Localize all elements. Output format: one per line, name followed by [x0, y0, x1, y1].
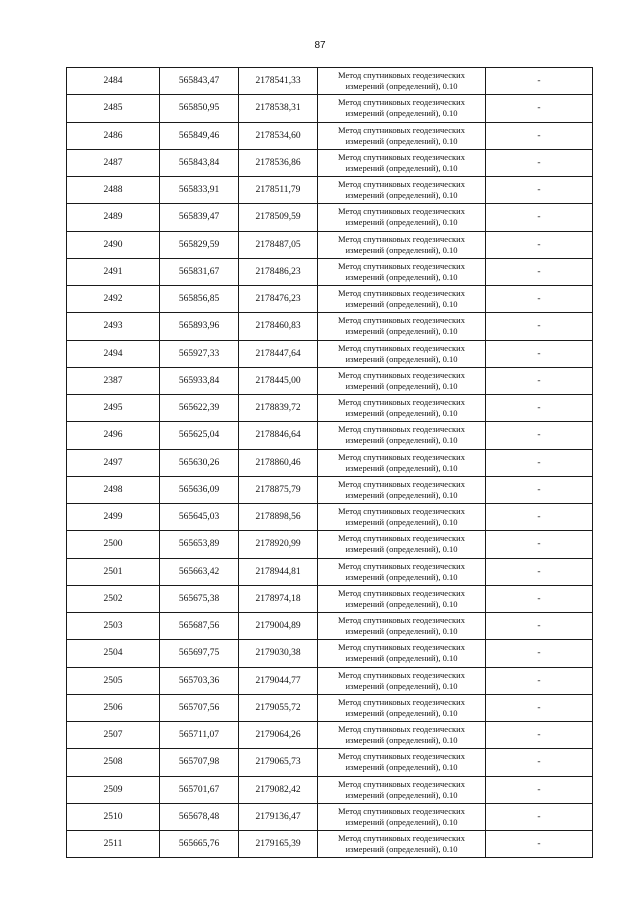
method-text-line: Метод спутниковых геодезических: [338, 833, 465, 844]
y-coordinate-cell: 2178486,23: [239, 258, 318, 285]
method-cell: [318, 231, 486, 258]
method-cell: [318, 722, 486, 749]
note-cell: -: [486, 204, 593, 231]
method-cell: [318, 531, 486, 558]
note-cell: -: [486, 585, 593, 612]
point-number-cell: 2497: [67, 449, 160, 476]
table-row: [67, 258, 593, 285]
method-text-line: измерений (определений), 0.10: [345, 353, 458, 364]
table-row: [67, 68, 593, 95]
table-row: [67, 831, 593, 858]
x-coordinate-cell: 565697,75: [160, 640, 239, 667]
y-coordinate-cell: 2179004,89: [239, 613, 318, 640]
x-coordinate-cell: 565625,04: [160, 422, 239, 449]
table-row: [67, 558, 593, 585]
table-row: [67, 776, 593, 803]
method-text-line: Метод спутниковых геодезических: [338, 288, 465, 299]
method-text-line: Метод спутниковых геодезических: [338, 424, 465, 435]
y-coordinate-cell: 2178534,60: [239, 122, 318, 149]
method-cell: [318, 258, 486, 285]
note-cell: -: [486, 177, 593, 204]
y-coordinate-cell: 2178538,31: [239, 95, 318, 122]
method-text-line: Метод спутниковых геодезических: [338, 397, 465, 408]
method-cell: [318, 122, 486, 149]
method-cell: [318, 803, 486, 830]
table-row: [67, 122, 593, 149]
method-text-line: измерений (определений), 0.10: [345, 544, 458, 555]
point-number-cell: 2495: [67, 395, 160, 422]
point-number-cell: 2507: [67, 722, 160, 749]
x-coordinate-cell: 565687,56: [160, 613, 239, 640]
point-number-cell: 2504: [67, 640, 160, 667]
x-coordinate-cell: 565839,47: [160, 204, 239, 231]
note-cell: -: [486, 694, 593, 721]
y-coordinate-cell: 2179165,39: [239, 831, 318, 858]
x-coordinate-cell: 565829,59: [160, 231, 239, 258]
point-number-cell: 2490: [67, 231, 160, 258]
table-row: [67, 95, 593, 122]
method-cell: [318, 340, 486, 367]
point-number-cell: 2491: [67, 258, 160, 285]
x-coordinate-cell: 565665,76: [160, 831, 239, 858]
method-cell: [318, 204, 486, 231]
point-number-cell: 2487: [67, 149, 160, 176]
x-coordinate-cell: 565831,67: [160, 258, 239, 285]
point-number-cell: 2506: [67, 694, 160, 721]
note-cell: -: [486, 776, 593, 803]
y-coordinate-cell: 2178476,23: [239, 286, 318, 313]
table-row: [67, 367, 593, 394]
method-cell: [318, 504, 486, 531]
method-text-line: Метод спутниковых геодезических: [338, 669, 465, 680]
x-coordinate-cell: 565843,84: [160, 149, 239, 176]
x-coordinate-cell: 565927,33: [160, 340, 239, 367]
method-text-line: Метод спутниковых геодезических: [338, 642, 465, 653]
method-text-line: Метод спутниковых геодезических: [338, 751, 465, 762]
point-number-cell: 2489: [67, 204, 160, 231]
x-coordinate-cell: 565933,84: [160, 367, 239, 394]
x-coordinate-cell: 565856,85: [160, 286, 239, 313]
note-cell: -: [486, 667, 593, 694]
note-cell: -: [486, 831, 593, 858]
note-cell: -: [486, 149, 593, 176]
x-coordinate-cell: 565636,09: [160, 476, 239, 503]
table-row: [67, 667, 593, 694]
note-cell: -: [486, 422, 593, 449]
y-coordinate-cell: 2179030,38: [239, 640, 318, 667]
method-text-line: измерений (определений), 0.10: [345, 844, 458, 855]
note-cell: -: [486, 395, 593, 422]
method-cell: [318, 558, 486, 585]
point-number-cell: 2488: [67, 177, 160, 204]
y-coordinate-cell: 2178974,18: [239, 585, 318, 612]
note-cell: -: [486, 476, 593, 503]
method-text-line: измерений (определений), 0.10: [345, 707, 458, 718]
x-coordinate-cell: 565645,03: [160, 504, 239, 531]
table-row: [67, 476, 593, 503]
method-text-line: измерений (определений), 0.10: [345, 190, 458, 201]
method-text-line: измерений (определений), 0.10: [345, 271, 458, 282]
y-coordinate-cell: 2178875,79: [239, 476, 318, 503]
method-text-line: измерений (определений), 0.10: [345, 217, 458, 228]
table-row: [67, 231, 593, 258]
method-text-line: Метод спутниковых геодезических: [338, 206, 465, 217]
note-cell: -: [486, 749, 593, 776]
x-coordinate-cell: 565703,36: [160, 667, 239, 694]
table-row: [67, 585, 593, 612]
point-number-cell: 2498: [67, 476, 160, 503]
method-text-line: Метод спутниковых геодезических: [338, 533, 465, 544]
method-cell: [318, 640, 486, 667]
point-number-cell: 2508: [67, 749, 160, 776]
y-coordinate-cell: 2178447,64: [239, 340, 318, 367]
table-row: [67, 204, 593, 231]
note-cell: -: [486, 122, 593, 149]
method-text-line: измерений (определений), 0.10: [345, 135, 458, 146]
method-text-line: Метод спутниковых геодезических: [338, 478, 465, 489]
x-coordinate-cell: 565701,67: [160, 776, 239, 803]
table-row: [67, 177, 593, 204]
y-coordinate-cell: 2179082,42: [239, 776, 318, 803]
y-coordinate-cell: 2179055,72: [239, 694, 318, 721]
y-coordinate-cell: 2179136,47: [239, 803, 318, 830]
y-coordinate-cell: 2178541,33: [239, 68, 318, 95]
y-coordinate-cell: 2178509,59: [239, 204, 318, 231]
point-number-cell: 2494: [67, 340, 160, 367]
method-text-line: Метод спутниковых геодезических: [338, 97, 465, 108]
x-coordinate-cell: 565678,48: [160, 803, 239, 830]
method-text-line: Метод спутниковых геодезических: [338, 560, 465, 571]
method-text-line: Метод спутниковых геодезических: [338, 451, 465, 462]
y-coordinate-cell: 2178860,46: [239, 449, 318, 476]
method-text-line: Метод спутниковых геодезических: [338, 778, 465, 789]
table-row: [67, 286, 593, 313]
method-cell: [318, 422, 486, 449]
method-text-line: измерений (определений), 0.10: [345, 789, 458, 800]
method-text-line: измерений (определений), 0.10: [345, 489, 458, 500]
method-text-line: измерений (определений), 0.10: [345, 762, 458, 773]
y-coordinate-cell: 2178839,72: [239, 395, 318, 422]
y-coordinate-cell: 2179044,77: [239, 667, 318, 694]
table-row: [67, 613, 593, 640]
note-cell: -: [486, 531, 593, 558]
table-row: [67, 422, 593, 449]
method-cell: [318, 286, 486, 313]
table-row: [67, 149, 593, 176]
x-coordinate-cell: 565893,96: [160, 313, 239, 340]
y-coordinate-cell: 2179064,26: [239, 722, 318, 749]
method-text-line: измерений (определений), 0.10: [345, 299, 458, 310]
method-text-line: измерений (определений), 0.10: [345, 517, 458, 528]
page-number: 87: [314, 40, 326, 51]
x-coordinate-cell: 565833,91: [160, 177, 239, 204]
note-cell: -: [486, 640, 593, 667]
method-cell: [318, 177, 486, 204]
method-text-line: измерений (определений), 0.10: [345, 326, 458, 337]
method-text-line: Метод спутниковых геодезических: [338, 506, 465, 517]
x-coordinate-cell: 565850,95: [160, 95, 239, 122]
method-text-line: измерений (определений), 0.10: [345, 435, 458, 446]
method-text-line: Метод спутниковых геодезических: [338, 260, 465, 271]
method-text-line: Метод спутниковых геодезических: [338, 70, 465, 81]
method-cell: [318, 367, 486, 394]
y-coordinate-cell: 2178536,86: [239, 149, 318, 176]
point-number-cell: 2510: [67, 803, 160, 830]
method-cell: [318, 613, 486, 640]
y-coordinate-cell: 2178460,83: [239, 313, 318, 340]
table-row: [67, 504, 593, 531]
coordinates-table: [66, 67, 593, 858]
note-cell: -: [486, 803, 593, 830]
y-coordinate-cell: 2178846,64: [239, 422, 318, 449]
method-text-line: измерений (определений), 0.10: [345, 598, 458, 609]
note-cell: -: [486, 68, 593, 95]
note-cell: -: [486, 722, 593, 749]
method-text-line: Метод спутниковых геодезических: [338, 342, 465, 353]
y-coordinate-cell: 2178445,00: [239, 367, 318, 394]
method-text-line: Метод спутниковых геодезических: [338, 696, 465, 707]
note-cell: -: [486, 558, 593, 585]
point-number-cell: 2509: [67, 776, 160, 803]
note-cell: -: [486, 258, 593, 285]
point-number-cell: 2501: [67, 558, 160, 585]
note-cell: -: [486, 504, 593, 531]
method-text-line: измерений (определений), 0.10: [345, 735, 458, 746]
method-text-line: измерений (определений), 0.10: [345, 108, 458, 119]
method-cell: [318, 776, 486, 803]
x-coordinate-cell: 565707,56: [160, 694, 239, 721]
table-row: [67, 722, 593, 749]
x-coordinate-cell: 565849,46: [160, 122, 239, 149]
table-row: [67, 531, 593, 558]
method-text-line: Метод спутниковых геодезических: [338, 315, 465, 326]
table-row: [67, 694, 593, 721]
method-text-line: Метод спутниковых геодезических: [338, 587, 465, 598]
point-number-cell: 2503: [67, 613, 160, 640]
table-row: [67, 749, 593, 776]
method-text-line: измерений (определений), 0.10: [345, 626, 458, 637]
point-number-cell: 2486: [67, 122, 160, 149]
y-coordinate-cell: 2179065,73: [239, 749, 318, 776]
note-cell: -: [486, 231, 593, 258]
method-text-line: измерений (определений), 0.10: [345, 653, 458, 664]
note-cell: -: [486, 286, 593, 313]
method-text-line: Метод спутниковых геодезических: [338, 233, 465, 244]
table-row: [67, 340, 593, 367]
table-row: [67, 640, 593, 667]
method-cell: [318, 68, 486, 95]
point-number-cell: 2484: [67, 68, 160, 95]
x-coordinate-cell: 565630,26: [160, 449, 239, 476]
note-cell: -: [486, 367, 593, 394]
point-number-cell: 2502: [67, 585, 160, 612]
point-number-cell: 2511: [67, 831, 160, 858]
method-cell: [318, 313, 486, 340]
point-number-cell: 2499: [67, 504, 160, 531]
table-row: [67, 395, 593, 422]
method-text-line: измерений (определений), 0.10: [345, 816, 458, 827]
note-cell: -: [486, 95, 593, 122]
method-cell: [318, 667, 486, 694]
point-number-cell: 2387: [67, 367, 160, 394]
method-cell: [318, 395, 486, 422]
method-text-line: Метод спутниковых геодезических: [338, 179, 465, 190]
method-text-line: измерений (определений), 0.10: [345, 244, 458, 255]
x-coordinate-cell: 565843,47: [160, 68, 239, 95]
point-number-cell: 2496: [67, 422, 160, 449]
method-text-line: измерений (определений), 0.10: [345, 81, 458, 92]
method-cell: [318, 449, 486, 476]
method-text-line: измерений (определений), 0.10: [345, 571, 458, 582]
method-text-line: Метод спутниковых геодезических: [338, 724, 465, 735]
table-row: [67, 449, 593, 476]
y-coordinate-cell: 2178487,05: [239, 231, 318, 258]
method-text-line: Метод спутниковых геодезических: [338, 124, 465, 135]
y-coordinate-cell: 2178511,79: [239, 177, 318, 204]
note-cell: -: [486, 340, 593, 367]
method-text-line: измерений (определений), 0.10: [345, 380, 458, 391]
method-text-line: Метод спутниковых геодезических: [338, 151, 465, 162]
y-coordinate-cell: 2178920,99: [239, 531, 318, 558]
method-cell: [318, 749, 486, 776]
note-cell: -: [486, 449, 593, 476]
x-coordinate-cell: 565653,89: [160, 531, 239, 558]
x-coordinate-cell: 565675,38: [160, 585, 239, 612]
y-coordinate-cell: 2178944,81: [239, 558, 318, 585]
method-text-line: измерений (определений), 0.10: [345, 162, 458, 173]
method-text-line: измерений (определений), 0.10: [345, 408, 458, 419]
x-coordinate-cell: 565663,42: [160, 558, 239, 585]
y-coordinate-cell: 2178898,56: [239, 504, 318, 531]
point-number-cell: 2485: [67, 95, 160, 122]
method-text-line: измерений (определений), 0.10: [345, 680, 458, 691]
x-coordinate-cell: 565711,07: [160, 722, 239, 749]
method-text-line: Метод спутниковых геодезических: [338, 369, 465, 380]
note-cell: -: [486, 313, 593, 340]
x-coordinate-cell: 565707,98: [160, 749, 239, 776]
method-cell: [318, 585, 486, 612]
point-number-cell: 2500: [67, 531, 160, 558]
method-cell: [318, 694, 486, 721]
table-row: [67, 803, 593, 830]
method-cell: [318, 95, 486, 122]
method-cell: [318, 476, 486, 503]
table-body: [67, 68, 593, 858]
point-number-cell: 2493: [67, 313, 160, 340]
method-text-line: Метод спутниковых геодезических: [338, 615, 465, 626]
method-cell: [318, 149, 486, 176]
note-cell: -: [486, 613, 593, 640]
x-coordinate-cell: 565622,39: [160, 395, 239, 422]
method-cell: [318, 831, 486, 858]
point-number-cell: 2505: [67, 667, 160, 694]
point-number-cell: 2492: [67, 286, 160, 313]
table-row: [67, 313, 593, 340]
method-text-line: измерений (определений), 0.10: [345, 462, 458, 473]
method-text-line: Метод спутниковых геодезических: [338, 805, 465, 816]
